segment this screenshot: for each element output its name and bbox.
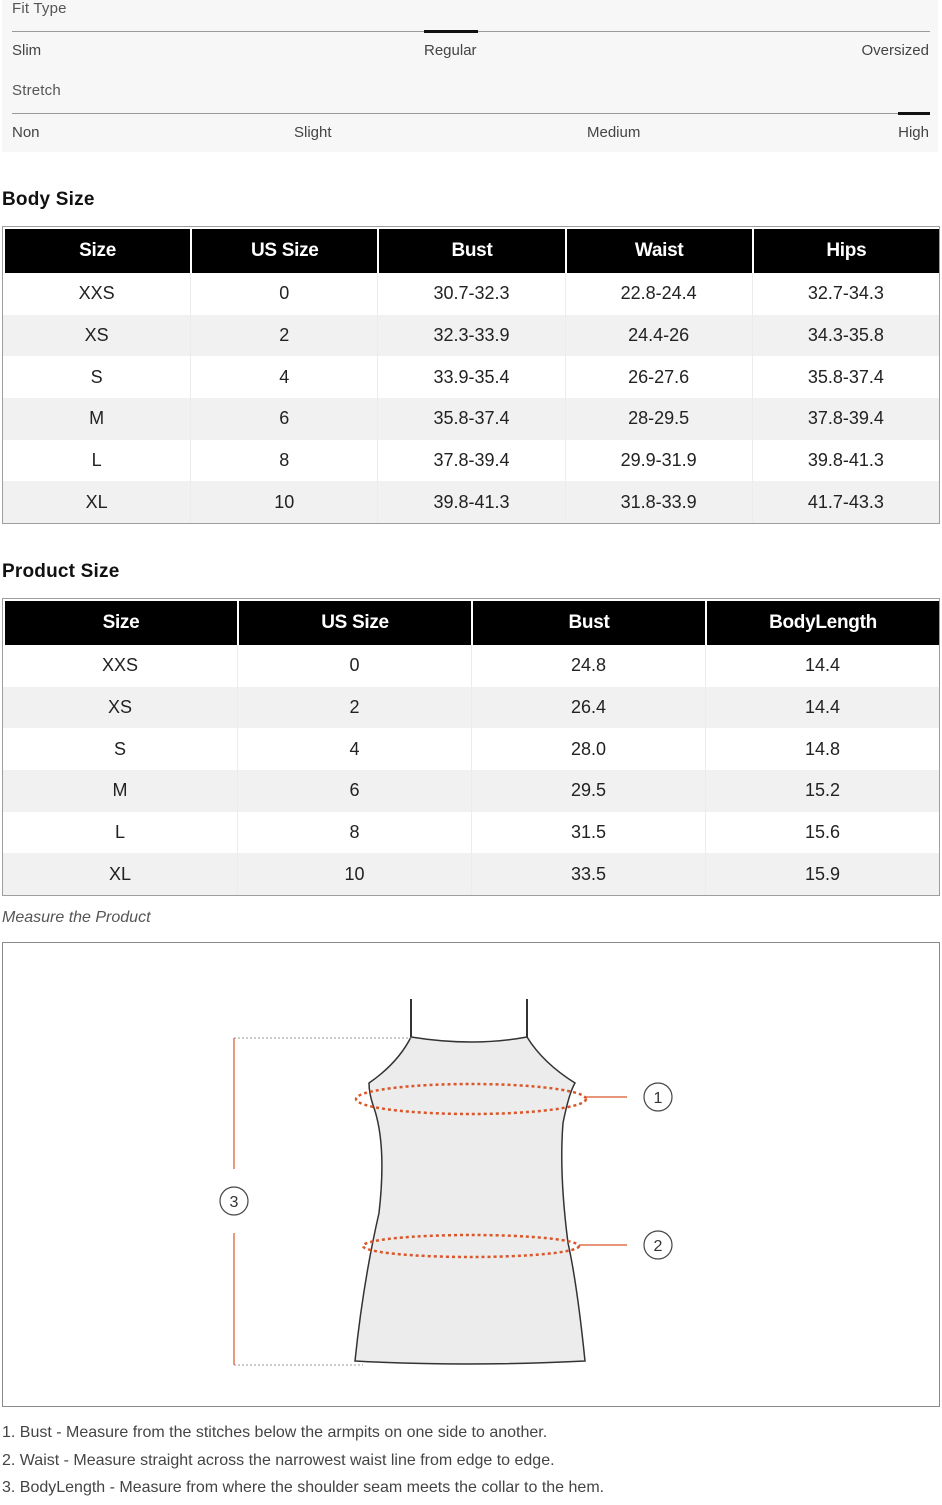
- column-header: BodyLength: [705, 599, 939, 645]
- table-cell: 41.7-43.3: [752, 481, 939, 523]
- marker-2-label: 2: [653, 1238, 663, 1255]
- fit-type-selected-marker: [424, 30, 478, 33]
- table-cell: M: [3, 398, 190, 440]
- table-cell: 4: [190, 356, 377, 398]
- table-cell: 15.9: [705, 853, 939, 895]
- body-size-table: [2, 226, 940, 524]
- table-cell: 4: [237, 728, 471, 770]
- table-cell: 31.8-33.9: [565, 481, 752, 523]
- table-cell: 32.3-33.9: [377, 315, 564, 357]
- table-cell: 30.7-32.3: [377, 273, 564, 315]
- table-row: [3, 398, 939, 440]
- column-header: US Size: [190, 227, 377, 273]
- column-header: US Size: [237, 599, 471, 645]
- table-row: [3, 728, 939, 770]
- table-header-row: [3, 599, 939, 645]
- column-header: Bust: [471, 599, 705, 645]
- table-cell: M: [3, 770, 237, 812]
- table-cell: XL: [3, 481, 190, 523]
- fit-type-label-regular: Regular: [424, 42, 477, 59]
- table-row: [3, 481, 939, 523]
- fit-stretch-panel: [2, 0, 938, 152]
- table-cell: 31.5: [471, 812, 705, 854]
- camisole-diagram-svg: [3, 943, 939, 1406]
- table-row: [3, 812, 939, 854]
- table-cell: 2: [190, 315, 377, 357]
- marker-3: [220, 1187, 248, 1215]
- table-cell: 37.8-39.4: [752, 398, 939, 440]
- table-cell: 15.2: [705, 770, 939, 812]
- table-cell: 14.4: [705, 645, 939, 687]
- column-header: Size: [3, 599, 237, 645]
- table-cell: XS: [3, 687, 237, 729]
- stretch-title: Stretch: [12, 82, 61, 99]
- table-cell: 39.8-41.3: [377, 481, 564, 523]
- column-header: Bust: [377, 227, 564, 273]
- table-cell: S: [3, 728, 237, 770]
- table-cell: 0: [237, 645, 471, 687]
- table-cell: 28-29.5: [565, 398, 752, 440]
- stretch-scale-line: [12, 113, 930, 114]
- table-cell: 22.8-24.4: [565, 273, 752, 315]
- column-header: Size: [3, 227, 190, 273]
- table-cell: 8: [190, 440, 377, 482]
- table-row: [3, 315, 939, 357]
- stretch-label-non: Non: [12, 124, 40, 141]
- table-cell: 0: [190, 273, 377, 315]
- table-cell: 10: [190, 481, 377, 523]
- product-size-table: [2, 598, 940, 896]
- marker-1: [644, 1083, 672, 1111]
- table-cell: 37.8-39.4: [377, 440, 564, 482]
- note-body-length: 3. BodyLength - Measure from where the shoulder seam meets the collar to the hem.: [2, 1479, 605, 1496]
- table-cell: 6: [237, 770, 471, 812]
- table-cell: 39.8-41.3: [752, 440, 939, 482]
- stretch-label-high: High: [898, 124, 929, 141]
- table-header-row: [3, 227, 939, 273]
- table-cell: XXS: [3, 273, 190, 315]
- fit-type-label-slim: Slim: [12, 42, 42, 59]
- table-row: [3, 853, 939, 895]
- note-waist: 2. Waist - Measure straight across the narrowest waist line from edge to edge.: [2, 1451, 555, 1469]
- table-row: [3, 273, 939, 315]
- fit-type-title: Fit Type: [12, 0, 67, 17]
- table-cell: 26-27.6: [565, 356, 752, 398]
- measurement-notes: [2, 1422, 932, 1505]
- fit-type-label-oversized: Oversized: [861, 42, 929, 59]
- measure-caption: Measure the Product: [2, 909, 151, 926]
- table-cell: 10: [237, 853, 471, 895]
- table-row: [3, 645, 939, 687]
- table-cell: 14.8: [705, 728, 939, 770]
- table-row: [3, 356, 939, 398]
- table-cell: 29.5: [471, 770, 705, 812]
- table-row: [3, 770, 939, 812]
- camisole-outline: [355, 1037, 585, 1364]
- table-cell: 6: [190, 398, 377, 440]
- table-cell: S: [3, 356, 190, 398]
- column-header: Waist: [565, 227, 752, 273]
- table-cell: 33.5: [471, 853, 705, 895]
- table-cell: L: [3, 440, 190, 482]
- table-row: [3, 440, 939, 482]
- table-cell: 14.4: [705, 687, 939, 729]
- table-cell: 28.0: [471, 728, 705, 770]
- stretch-selected-marker: [898, 112, 930, 115]
- marker-1-label: 1: [653, 1090, 663, 1107]
- marker-3-label: 3: [229, 1194, 239, 1211]
- note-bust: 1. Bust - Measure from the stitches below the armpits on one side to another.: [2, 1424, 548, 1441]
- table-cell: 15.6: [705, 812, 939, 854]
- measurement-diagram: [2, 942, 940, 1407]
- table-cell: 32.7-34.3: [752, 273, 939, 315]
- table-cell: 35.8-37.4: [752, 356, 939, 398]
- table-row: [3, 687, 939, 729]
- marker-2: [644, 1231, 672, 1259]
- table-cell: 33.9-35.4: [377, 356, 564, 398]
- body-size-title: Body Size: [2, 189, 95, 210]
- product-size-title: Product Size: [2, 561, 120, 582]
- table-cell: L: [3, 812, 237, 854]
- table-cell: 24.8: [471, 645, 705, 687]
- table-cell: 26.4: [471, 687, 705, 729]
- table-cell: 35.8-37.4: [377, 398, 564, 440]
- table-cell: XS: [3, 315, 190, 357]
- table-cell: 29.9-31.9: [565, 440, 752, 482]
- table-cell: 24.4-26: [565, 315, 752, 357]
- table-cell: XXS: [3, 645, 237, 687]
- column-header: Hips: [752, 227, 939, 273]
- table-cell: 34.3-35.8: [752, 315, 939, 357]
- table-cell: 2: [237, 687, 471, 729]
- table-cell: 8: [237, 812, 471, 854]
- stretch-label-slight: Slight: [294, 124, 332, 141]
- stretch-label-medium: Medium: [587, 124, 641, 141]
- table-cell: XL: [3, 853, 237, 895]
